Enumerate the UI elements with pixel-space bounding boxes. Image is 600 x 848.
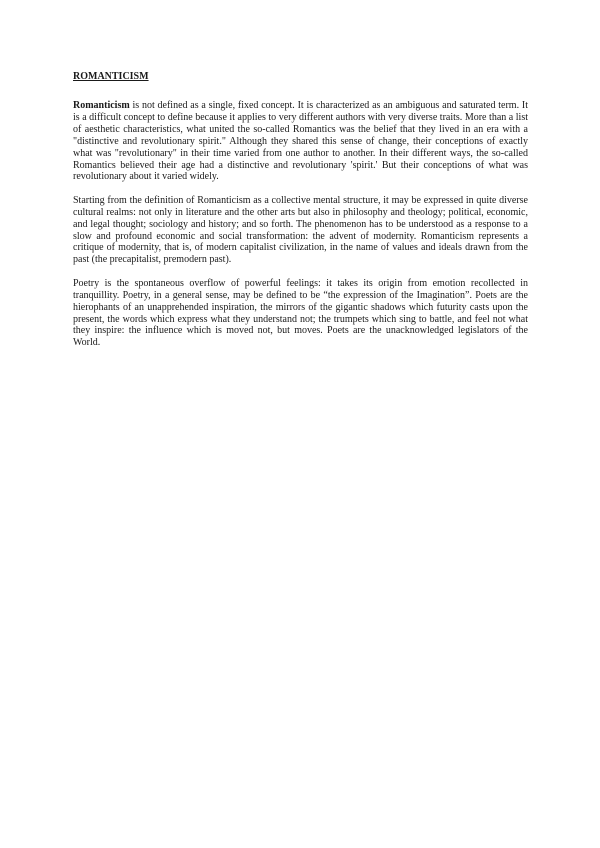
paragraph-2: Starting from the definition of Romanticism as a collective mental structure, it may be expressed in quite diverse cultural realms: not only in literature and the other arts but also in philosophy and theology; political, economic, and legal thought; sociology and history; and so forth. The phenomenon has to be understood as a response to a slow and profound economic and social transformation: the advent of modernity. Romanticism represents a critique of modernity, that is, of modern capitalist civilization, in the name of values and ideals drawn from the past (the precapitalist, premodern past). [73,194,528,266]
paragraph-1-text: is not defined as a single, fixed concept. It is characterized as an ambiguous and saturated term. It is a difficult concept to define because it applies to very different authors with very diverse traits. More than a list of aesthetic characteristics, what united the so-called Romantics was the belief that they lived in an era with a "distinctive and revolutionary spirit." Although they shared this sense of change, their conceptions of exactly what was "revolutionary" in their time varied from one author to another. In their different ways, the so-called Romantics believed their age had a distinctive and revolutionary 'spirit.' But their conceptions of what was revolutionary about it varied widely. [73,100,528,183]
paragraph-1-lead: Romanticism [73,100,130,111]
document-body [73,71,528,361]
document-title: ROMANTICISM [73,71,149,82]
paragraph-3: Poetry is the spontaneous overflow of powerful feelings: it takes its origin from emotion recollected in tranquillity. Poetry, in a general sense, may be defined to be “the expression of the Imagination”. Poets are the hierophants of an unapprehended inspiration, the mirrors of the gigantic shadows which futurity casts upon the present, the words which express what they understand not; the trumpets which sing to battle, and feel not what they inspire: the influence which is moved not, but moves. Poets are the unacknowledged legislators of the World. [73,277,528,349]
paragraph-1 [73,100,528,183]
